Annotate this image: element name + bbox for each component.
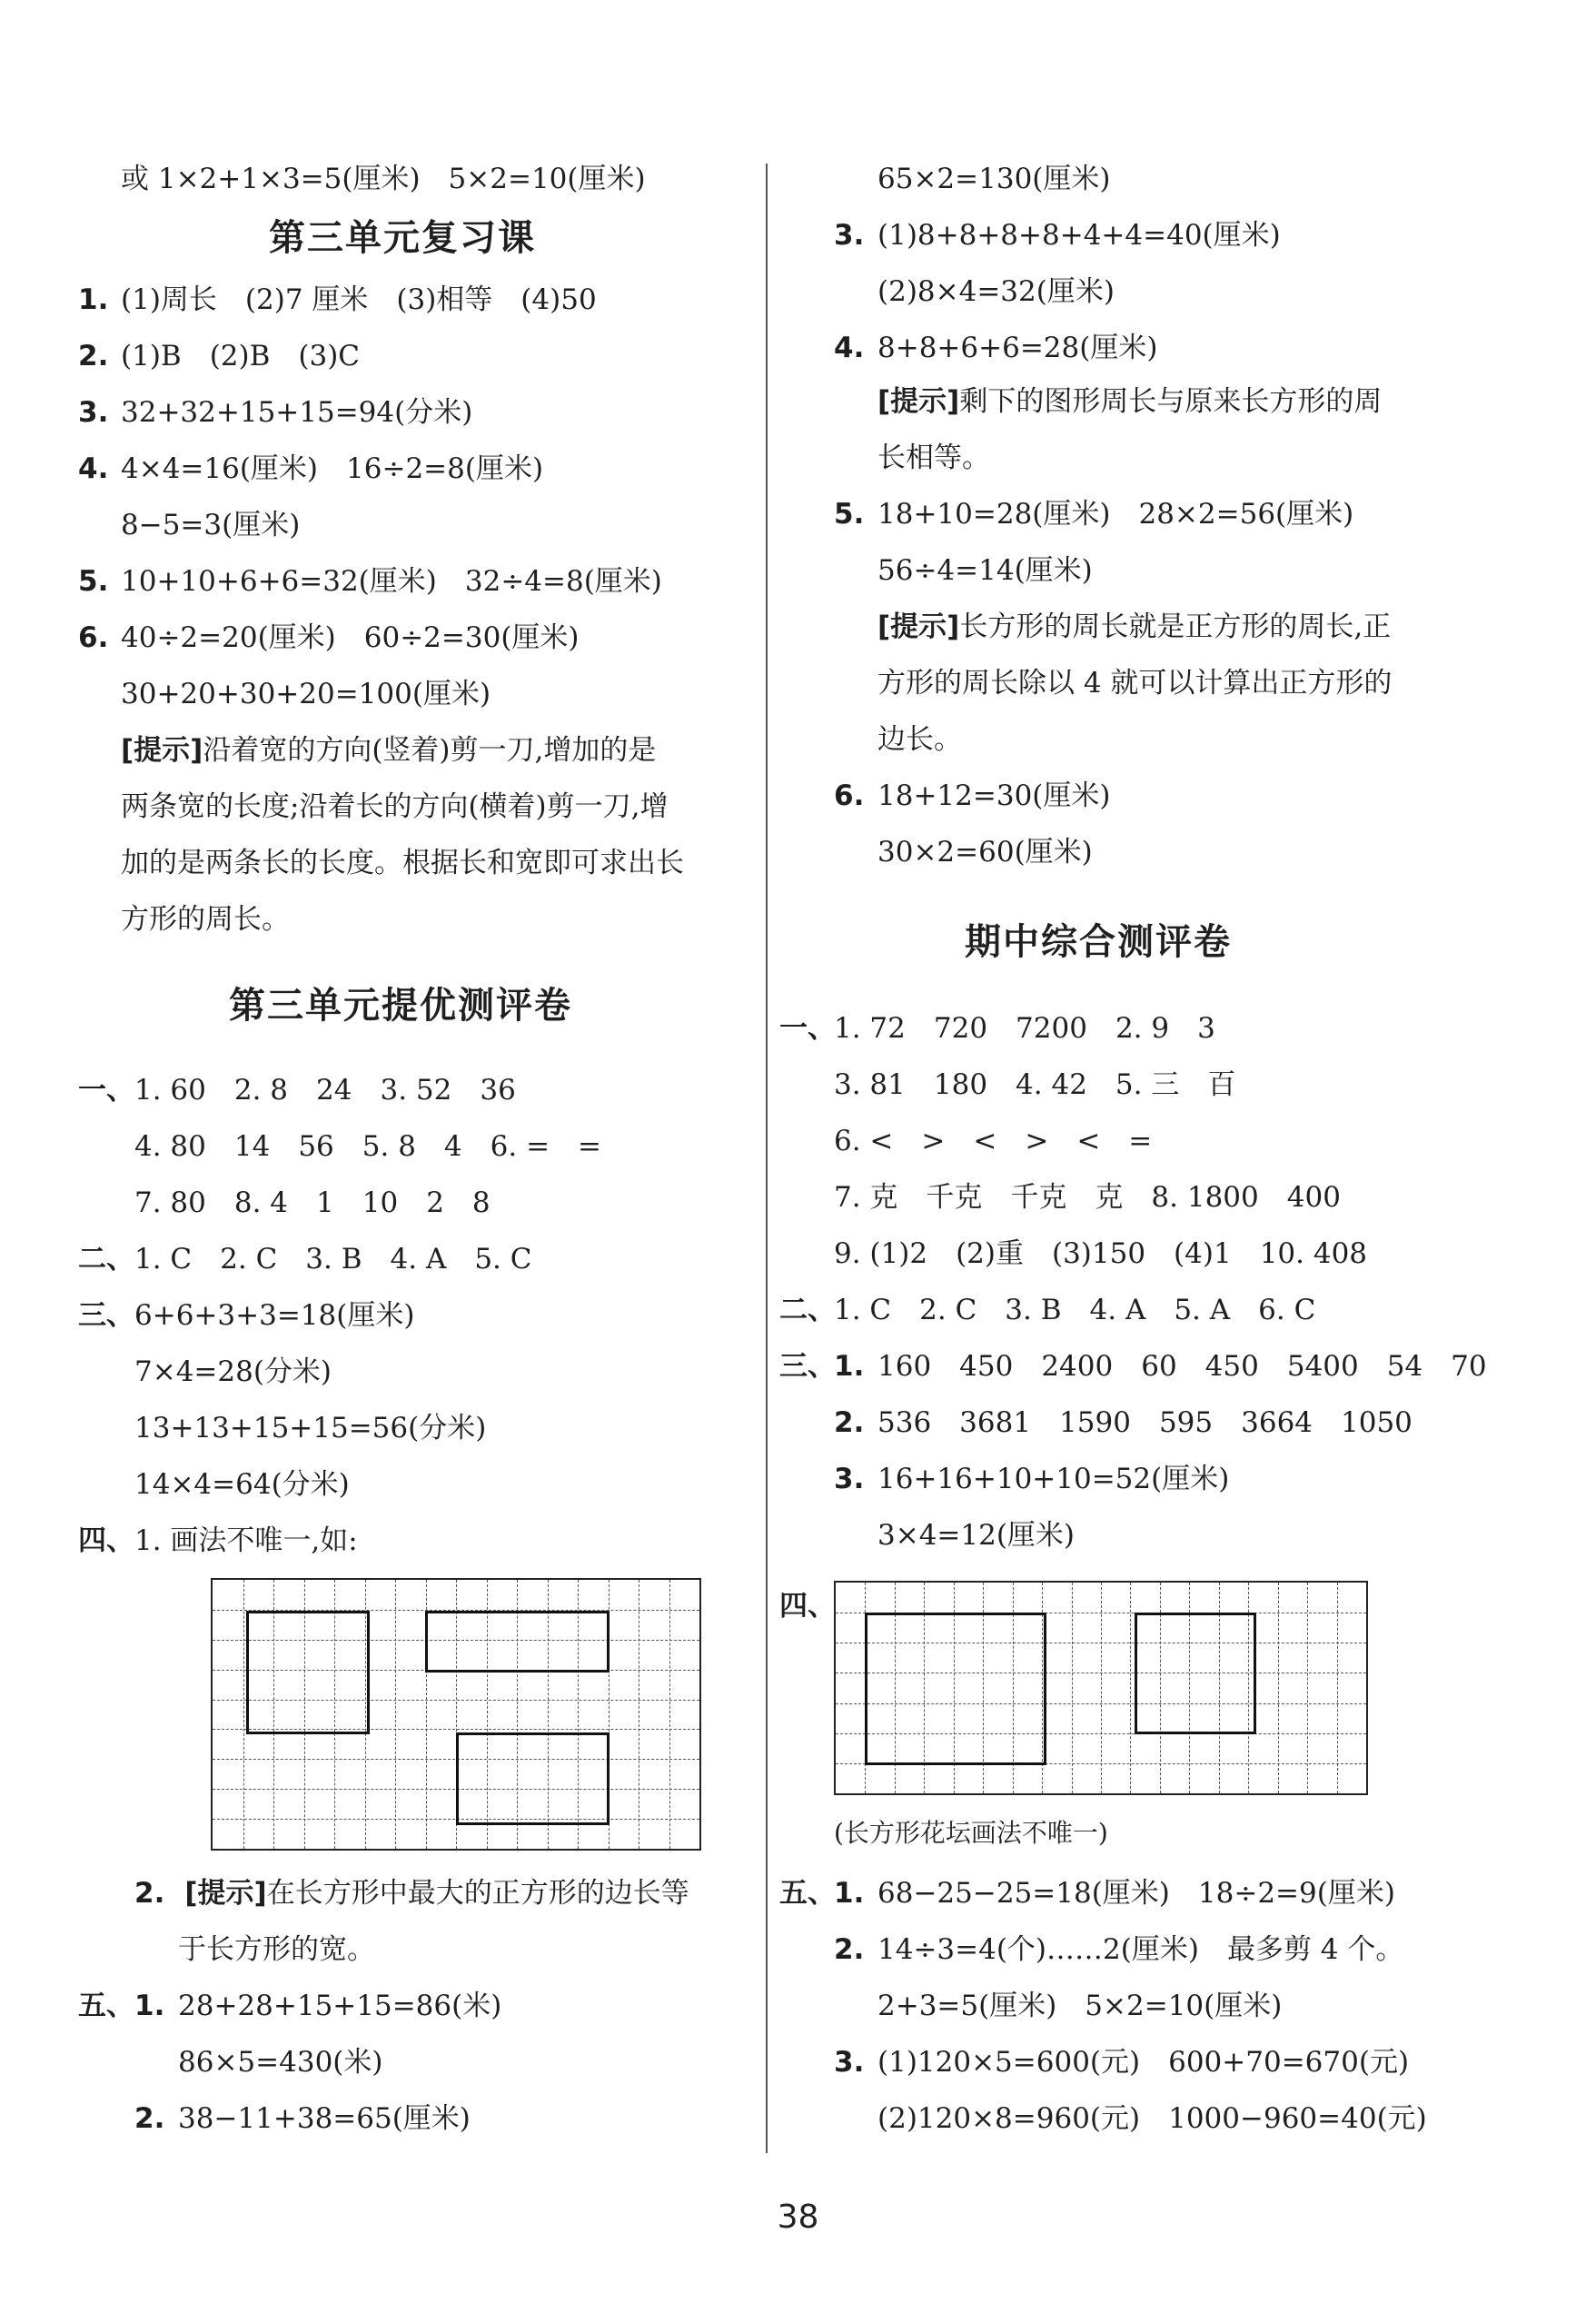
answer-text: (2)120×8=960(元) 1000−960=40(元) — [877, 2102, 1427, 2135]
hint-line: 边长。 — [877, 723, 962, 756]
rectangle-drawing — [456, 1732, 610, 1825]
hint-block — [121, 732, 656, 769]
answer-text: (2)8×4=32(厘米) — [877, 275, 1115, 308]
answer-text: 4×4=16(厘米) 16÷2=8(厘米) — [121, 452, 544, 485]
item-number: 2. — [834, 1933, 865, 1966]
answer-row: 7. 克 千克 千克 克 8. 1800 400 — [834, 1181, 1341, 1214]
grid-line — [243, 1580, 244, 1849]
hint-text: 剩下的图形周长与原来长方形的周 — [959, 385, 1383, 418]
answer-text: (1)周长 (2)7 厘米 (3)相等 (4)50 — [121, 283, 597, 316]
part-label-four: 四、 — [779, 1590, 836, 1623]
grid-line — [669, 1580, 670, 1849]
answer-text: 28+28+15+15=86(米) — [178, 1990, 502, 2022]
item-number: 3. — [78, 396, 109, 429]
hint-line: 方形的周长。 — [121, 903, 290, 936]
square-drawing — [865, 1613, 1046, 1765]
hint-text: 沿着宽的方向(竖着)剪一刀,增加的是 — [203, 734, 657, 767]
answer-text: (1)B (2)B (3)C — [121, 340, 361, 372]
answer-text: 8−5=3(厘米) — [121, 509, 301, 541]
grid-line — [1130, 1583, 1131, 1793]
item-number: 3. — [834, 2046, 865, 2079]
part-label-three: 三、 — [78, 1299, 134, 1332]
page-number: 38 — [777, 2199, 819, 2236]
part-label-one: 一、 — [78, 1074, 134, 1107]
hint-line: 于长方形的宽。 — [178, 1933, 375, 1966]
hint-label: [提示] — [121, 734, 203, 767]
answer-text: 2+3=5(厘米) 5×2=10(厘米) — [877, 1990, 1283, 2022]
grid-line — [1307, 1583, 1308, 1793]
answer-text: 32+32+15+15=94(分米) — [121, 396, 473, 429]
answer-row: 13+13+15+15=56(分米) — [134, 1412, 487, 1444]
item-number: 6. — [834, 779, 865, 812]
answer-text: 10+10+6+6=32(厘米) 32÷4=8(厘米) — [121, 565, 662, 598]
item-number: 1. — [834, 1350, 865, 1383]
grid-drawing-right — [834, 1581, 1368, 1795]
answer-row: 1. C 2. C 3. B 4. A 5. C — [134, 1243, 532, 1276]
item-number: 3. — [834, 219, 865, 252]
part-label-five: 五、 — [78, 1990, 134, 2022]
continued-answer: 或 1×2+1×3=5(厘米) 5×2=10(厘米) — [121, 163, 646, 195]
answer-text: 40÷2=20(厘米) 60÷2=30(厘米) — [121, 621, 580, 654]
part-label-five: 五、 — [779, 1877, 836, 1910]
answer-row: 9. (1)2 (2)重 (3)150 (4)1 10. 408 — [834, 1237, 1368, 1270]
answer-text: 14÷3=4(个)……2(厘米) 最多剪 4 个。 — [877, 1933, 1404, 1966]
hint-block — [134, 1875, 689, 1911]
section-title-unit3-test: 第三单元提优测评卷 — [229, 985, 572, 1027]
hint-line: 两条宽的长度;沿着长的方向(横着)剪一刀,增 — [121, 790, 669, 823]
item-number: 6. — [78, 621, 109, 654]
square-drawing — [246, 1611, 370, 1734]
answer-text: 3×4=12(厘米) — [877, 1519, 1076, 1552]
answer-text: 18+10=28(厘米) 28×2=56(厘米) — [877, 498, 1354, 531]
grid-line — [1101, 1583, 1102, 1793]
hint-label: [提示] — [877, 610, 960, 643]
section-title-unit3-review: 第三单元复习课 — [269, 217, 536, 259]
hint-block — [877, 609, 1391, 645]
answer-row: 7. 80 8. 4 1 10 2 8 — [134, 1186, 491, 1219]
hint-line: 方形的周长除以 4 就可以计算出正方形的 — [877, 667, 1393, 700]
hint-text: 长方形的周长就是正方形的周长,正 — [959, 610, 1392, 643]
hint-text: 在长方形中最大的正方形的边长等 — [266, 1877, 689, 1910]
grid-line — [1337, 1583, 1338, 1793]
section-title-midterm: 期中综合测评卷 — [965, 921, 1232, 963]
hint-line: 长相等。 — [877, 442, 990, 474]
answer-text: (1)8+8+8+8+4+4=40(厘米) — [877, 219, 1281, 252]
answer-text: 86×5=430(米) — [178, 2046, 383, 2079]
part-label-four: 四、 — [78, 1524, 134, 1557]
answer-row: 1. 72 720 7200 2. 9 3 — [834, 1012, 1215, 1045]
item-number: 4. — [78, 452, 109, 485]
answer-row: 3. 81 180 4. 42 5. 三 百 — [834, 1068, 1236, 1101]
item-number: 2. — [134, 2102, 165, 2135]
item-number: 1. — [134, 1990, 165, 2022]
answer-row: 7×4=28(分米) — [134, 1355, 332, 1388]
answer-text: (1)120×5=600(元) 600+70=670(元) — [877, 2046, 1410, 2079]
grid-drawing-left — [211, 1578, 701, 1851]
part-label-one: 一、 — [779, 1012, 836, 1045]
answer-row: 1. 60 2. 8 24 3. 52 36 — [134, 1074, 516, 1107]
item-number: 5. — [834, 498, 865, 531]
item-number: 2. — [834, 1406, 865, 1439]
answer-row: 1. 画法不唯一,如: — [134, 1524, 358, 1557]
hint-label: [提示] — [184, 1877, 267, 1910]
answer-row: 6+6+3+3=18(厘米) — [134, 1299, 415, 1332]
answer-row: 1. C 2. C 3. B 4. A 5. A 6. C — [834, 1294, 1316, 1326]
item-number: 1. — [834, 1877, 865, 1910]
part-label-two: 二、 — [78, 1243, 134, 1276]
hint-line: 加的是两条长的长度。根据长和宽即可求出长 — [121, 847, 684, 879]
answer-text: 30+20+30+20=100(厘米) — [121, 678, 491, 710]
answer-text: 536 3681 1590 595 3664 1050 — [877, 1406, 1413, 1439]
answer-text: 16+16+10+10=52(厘米) — [877, 1463, 1230, 1495]
grid-line — [395, 1580, 396, 1849]
item-number: 1. — [78, 283, 109, 316]
item-number: 2. — [134, 1877, 165, 1910]
answer-text: 18+12=30(厘米) — [877, 779, 1111, 812]
hint-block — [877, 383, 1382, 420]
answer-row: 6. < > < > < = — [834, 1125, 1153, 1157]
answer-text: 30×2=60(厘米) — [877, 836, 1093, 869]
item-number: 5. — [78, 565, 109, 598]
answer-text: 8+8+6+6=28(厘米) — [877, 332, 1158, 364]
answer-text: 38−11+38=65(厘米) — [178, 2102, 471, 2135]
grid-line — [1278, 1583, 1279, 1793]
item-number: 4. — [834, 332, 865, 364]
hint-label: [提示] — [877, 385, 960, 418]
rectangle-drawing — [1135, 1613, 1256, 1734]
column-divider — [766, 164, 768, 2153]
item-number: 2. — [78, 340, 109, 372]
grid-line — [1072, 1583, 1073, 1793]
answer-row: 14×4=64(分米) — [134, 1468, 350, 1501]
part-label-two: 二、 — [779, 1294, 836, 1326]
answer-text: 56÷4=14(厘米) — [877, 554, 1093, 587]
answer-row: 4. 80 14 56 5. 8 4 6. = = — [134, 1130, 602, 1163]
drawing-note: (长方形花坛画法不唯一) — [834, 1818, 1108, 1848]
rectangle-drawing — [425, 1611, 610, 1673]
answer-text: 68−25−25=18(厘米) 18÷2=9(厘米) — [877, 1877, 1395, 1910]
answer-text: 160 450 2400 60 450 5400 54 70 — [877, 1350, 1487, 1383]
part-label-three: 三、 — [779, 1350, 836, 1383]
answer-text: 65×2=130(厘米) — [877, 163, 1111, 195]
item-number: 3. — [834, 1463, 865, 1495]
